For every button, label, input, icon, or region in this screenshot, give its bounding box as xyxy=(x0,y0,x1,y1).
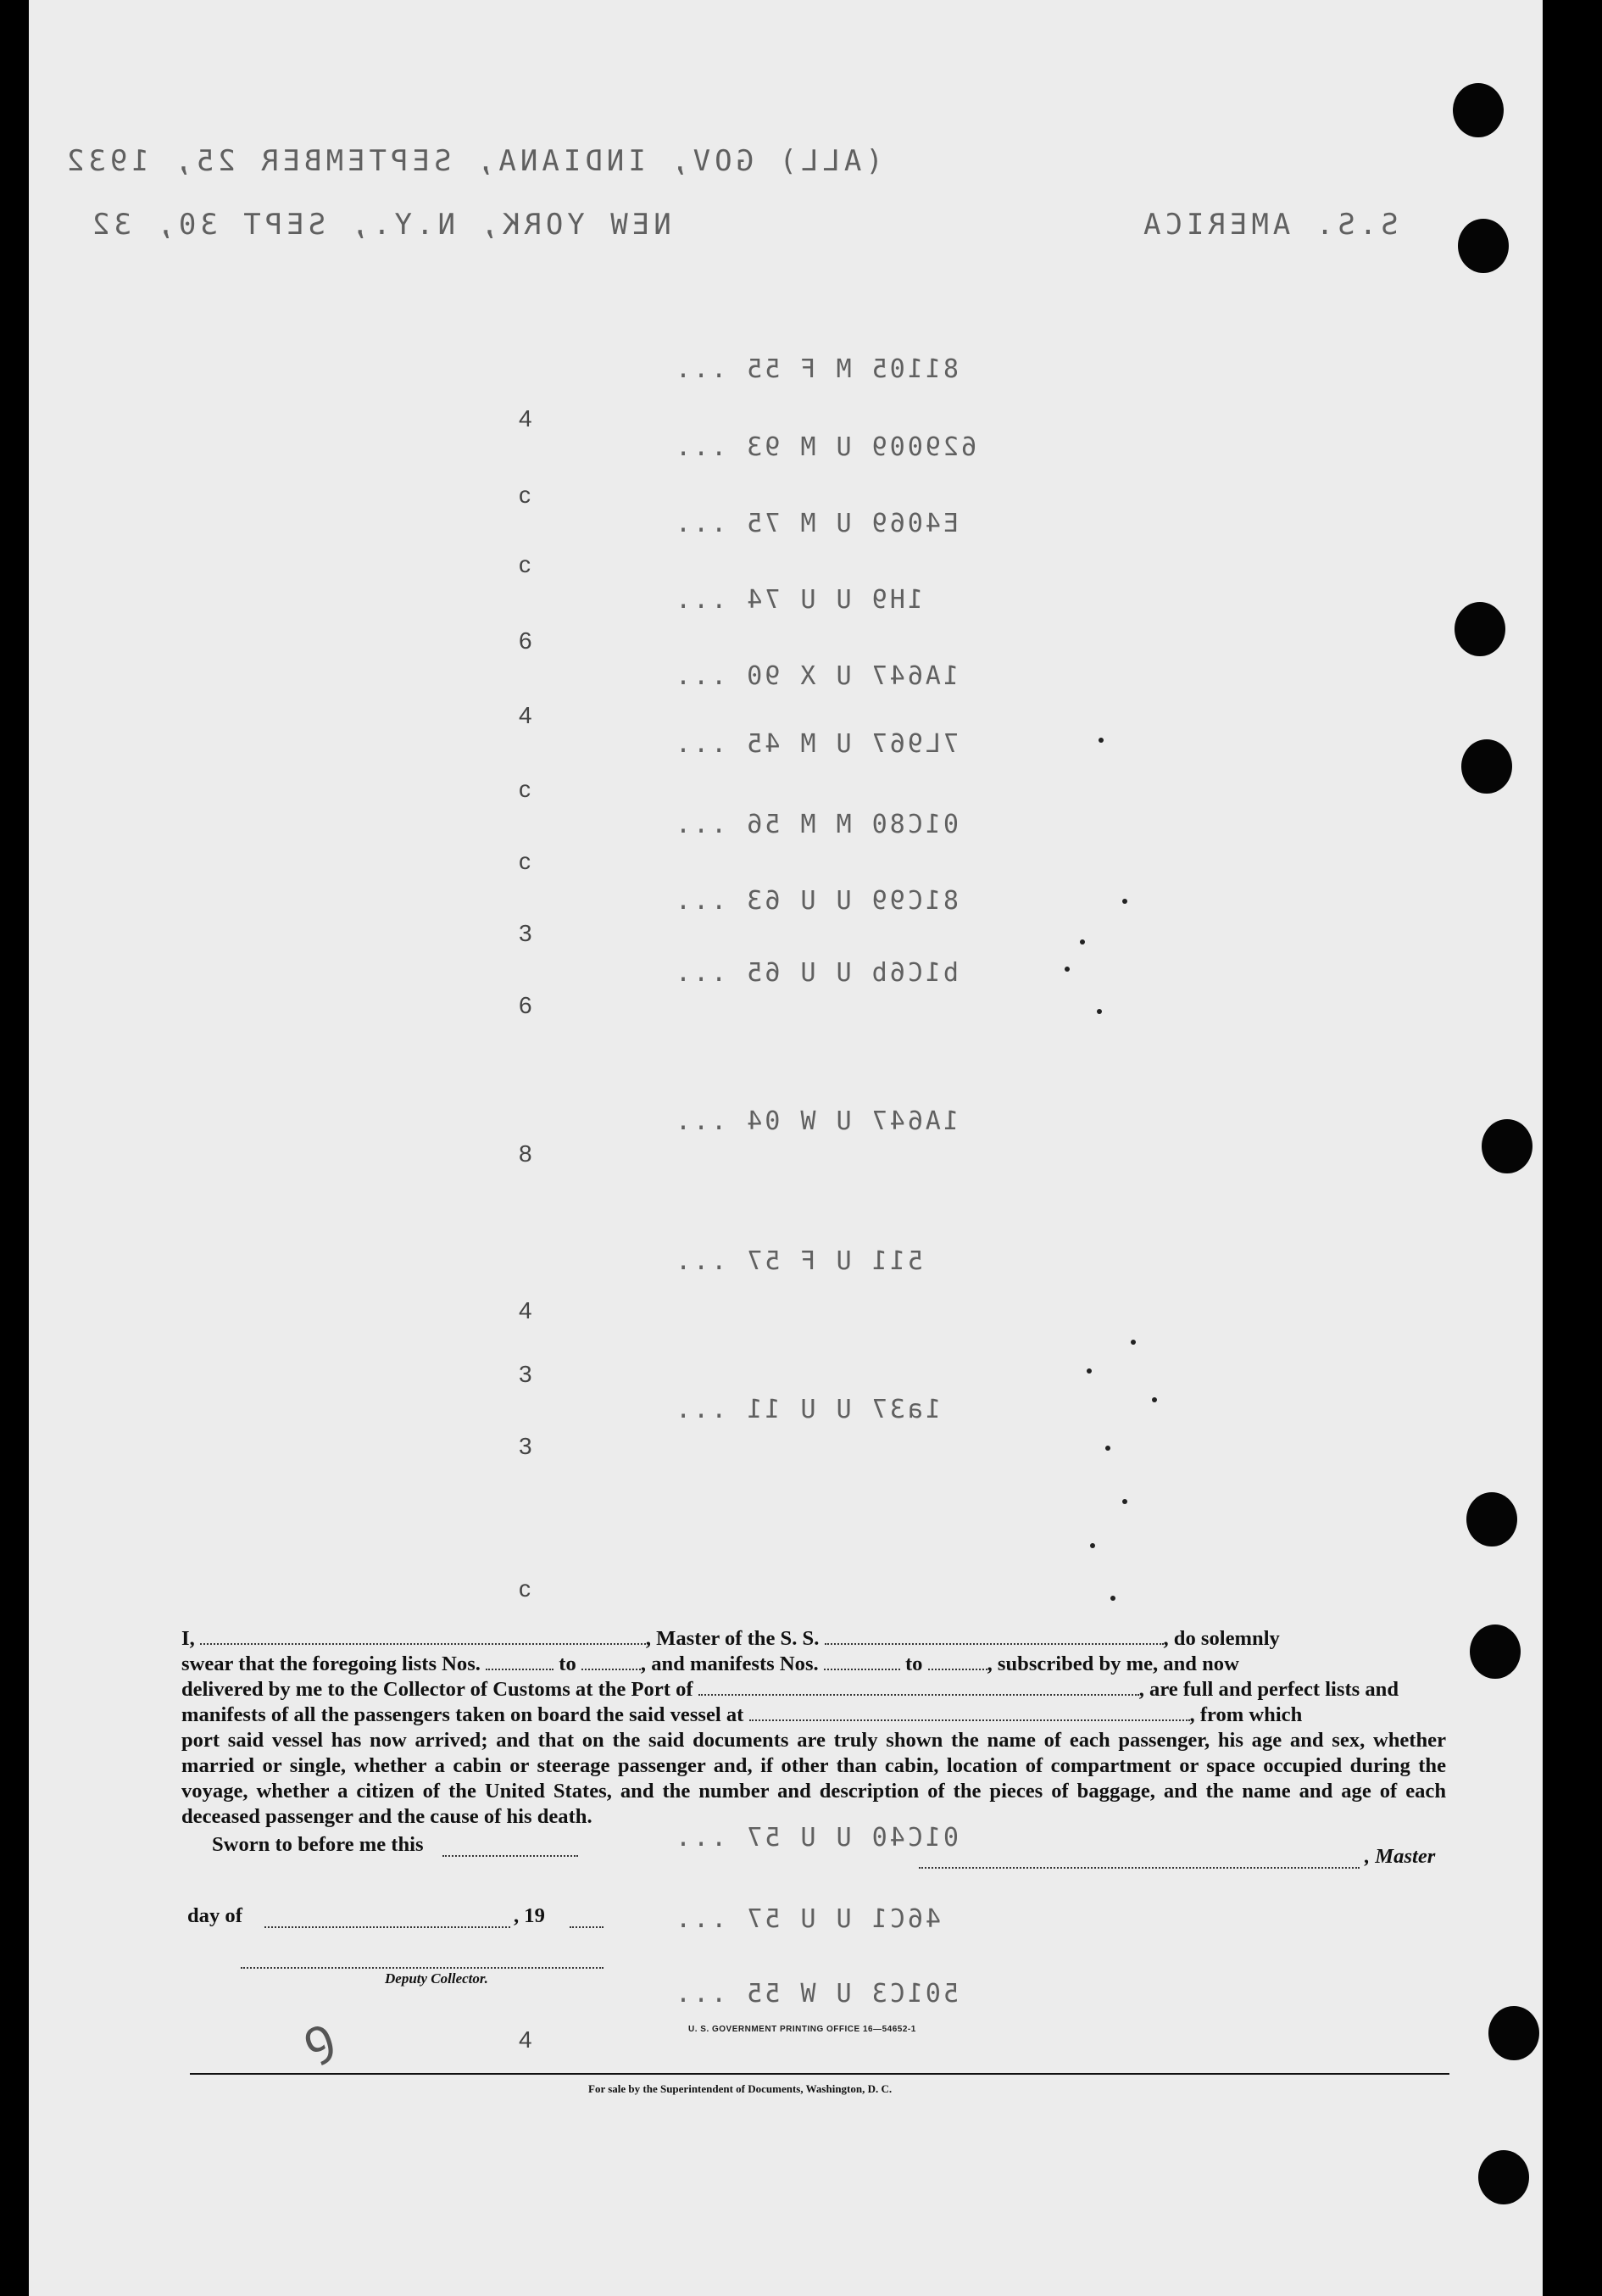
margin-mark: 3 xyxy=(519,1361,532,1387)
oath-text: I, xyxy=(181,1627,200,1650)
margin-mark: c xyxy=(519,482,531,508)
bleed-row: 81C99 U U 63 ... xyxy=(673,886,959,916)
punch-hole xyxy=(1461,739,1512,794)
print-dot xyxy=(1097,1009,1102,1014)
punch-hole xyxy=(1455,602,1505,656)
margin-mark: 8 xyxy=(519,1140,532,1167)
margin-mark: c xyxy=(519,776,531,802)
master-oath xyxy=(181,1626,1446,1830)
bleed-row: b1C6b U U 65 ... xyxy=(673,958,959,988)
print-dot xyxy=(1090,1543,1095,1548)
oath-text: , and manifests Nos. xyxy=(640,1652,824,1675)
bleed-row: 501C3 U W 55 ... xyxy=(673,1979,959,2009)
bleed-header-2: S.S. AMERICA xyxy=(1139,208,1399,242)
print-dot xyxy=(1065,967,1070,972)
bleed-row: 7L967 U M 45 ... xyxy=(673,729,959,759)
oath-text: to xyxy=(553,1652,581,1675)
print-dot xyxy=(1152,1397,1157,1402)
sale-notice: For sale by the Superintendent of Documents, Washington, D. C. xyxy=(588,2082,893,2095)
oath-body: port said vessel has now arrived; and that on the said documents are truly shown the name of each passenger, his age and sex, whether married or single, whether a cabin or steerage passenger and, if other than cabin, location of compartment or space occupied during the voyage, whether a citizen of the United States, and the number and description of the pieces of baggage, and the name and age of each deceased passenger and the cause of his death. xyxy=(181,1729,1446,1828)
print-dot xyxy=(1131,1340,1136,1345)
bleed-row: 01C40 U U 57 ... xyxy=(673,1823,959,1853)
oath-text: , from which xyxy=(1189,1703,1303,1726)
print-dot xyxy=(1122,899,1127,904)
manifest-from-field[interactable] xyxy=(824,1655,900,1670)
print-dot xyxy=(1110,1596,1115,1601)
footer-rule xyxy=(190,2073,1449,2075)
oath-text: swear that the foregoing lists Nos. xyxy=(181,1652,487,1675)
oath-text: delivered by me to the Collector of Customs at the Port of xyxy=(181,1678,698,1701)
ship-name-field[interactable] xyxy=(825,1630,1164,1645)
year-field[interactable] xyxy=(570,1925,604,1928)
manifest-page xyxy=(29,0,1543,2296)
embark-port-field[interactable] xyxy=(749,1706,1190,1721)
bleed-header-3: NEW YORK, N.Y., SEPT 30, 32 xyxy=(88,208,671,242)
sworn-label: Sworn to before me this xyxy=(212,1833,424,1856)
list-to-field[interactable] xyxy=(581,1655,641,1670)
deputy-collector-label: Deputy Collector. xyxy=(385,1970,488,1987)
bleed-row: 81105 M F 55 ... xyxy=(673,354,959,384)
day-of-label: day of xyxy=(187,1904,242,1927)
punch-hole xyxy=(1478,2150,1529,2204)
bleed-row: 01C80 M M 56 ... xyxy=(673,810,959,839)
port-field[interactable] xyxy=(698,1680,1139,1696)
bleed-row: 629009 U M 93 ... xyxy=(673,432,977,462)
pencil-mark: ꝯ xyxy=(293,2004,341,2069)
oath-line-2 xyxy=(181,1652,1446,1677)
bleed-row: 1A647 U W 04 ... xyxy=(673,1106,959,1136)
margin-mark: 3 xyxy=(519,1433,532,1459)
bleed-row: 1A647 U X 90 ... xyxy=(673,661,959,691)
year-label: , 19 xyxy=(514,1904,545,1927)
margin-mark: c xyxy=(519,551,531,577)
margin-mark: c xyxy=(519,848,531,874)
print-dot xyxy=(1099,738,1104,743)
punch-hole xyxy=(1488,2006,1539,2060)
oath-text: , are full and perfect lists and xyxy=(1138,1678,1399,1701)
oath-line-3 xyxy=(181,1677,1446,1702)
margin-mark: 4 xyxy=(519,1297,532,1324)
punch-hole xyxy=(1466,1492,1517,1546)
bleed-row: 1a37 U U 11 ... xyxy=(673,1395,941,1424)
margin-mark: c xyxy=(519,1575,531,1602)
manifest-to-field[interactable] xyxy=(928,1655,987,1670)
margin-mark: 6 xyxy=(519,992,532,1018)
master-label: , Master xyxy=(1365,1845,1436,1868)
oath-text: , do solemnly xyxy=(1163,1627,1280,1650)
print-dot xyxy=(1087,1368,1092,1374)
bleed-row: 511 U F 57 ... xyxy=(673,1246,923,1276)
bleed-header-1: (ALL) GOV, INDIANA, SEPTEMBER 25, 1932 xyxy=(63,144,883,178)
margin-mark: 3 xyxy=(519,920,532,946)
bleed-row: 46C1 U U 57 ... xyxy=(673,1904,941,1934)
punch-hole xyxy=(1458,219,1509,273)
bleed-row: 1H9 U U 74 ... xyxy=(673,585,923,615)
master-signature-field[interactable] xyxy=(919,1865,1360,1869)
print-dot xyxy=(1080,939,1085,945)
punch-hole xyxy=(1470,1624,1521,1679)
oath-text: to xyxy=(899,1652,928,1675)
master-name-field[interactable] xyxy=(200,1630,646,1645)
oath-text: , subscribed by me, and now xyxy=(987,1652,1239,1675)
print-dot xyxy=(1105,1446,1110,1451)
deputy-signature-field[interactable] xyxy=(241,1965,604,1969)
margin-mark: 6 xyxy=(519,627,532,654)
list-from-field[interactable] xyxy=(486,1655,553,1670)
oath-text: manifests of all the passengers taken on board the said vessel at xyxy=(181,1703,749,1726)
gpo-imprint: U. S. GOVERNMENT PRINTING OFFICE 16—54652-1 xyxy=(688,2025,916,2034)
oath-line-1 xyxy=(181,1626,1446,1652)
oath-line-4 xyxy=(181,1702,1446,1728)
sworn-date-field[interactable] xyxy=(442,1853,578,1857)
punch-hole xyxy=(1482,1119,1532,1173)
punch-hole xyxy=(1453,83,1504,137)
margin-mark: 4 xyxy=(519,2026,532,2053)
print-dot xyxy=(1122,1499,1127,1504)
margin-mark: 4 xyxy=(519,702,532,728)
bleed-row: E4069 U M 75 ... xyxy=(673,509,959,538)
oath-text: , Master of the S. S. xyxy=(645,1627,825,1650)
month-field[interactable] xyxy=(264,1925,510,1928)
margin-mark: 4 xyxy=(519,405,532,432)
